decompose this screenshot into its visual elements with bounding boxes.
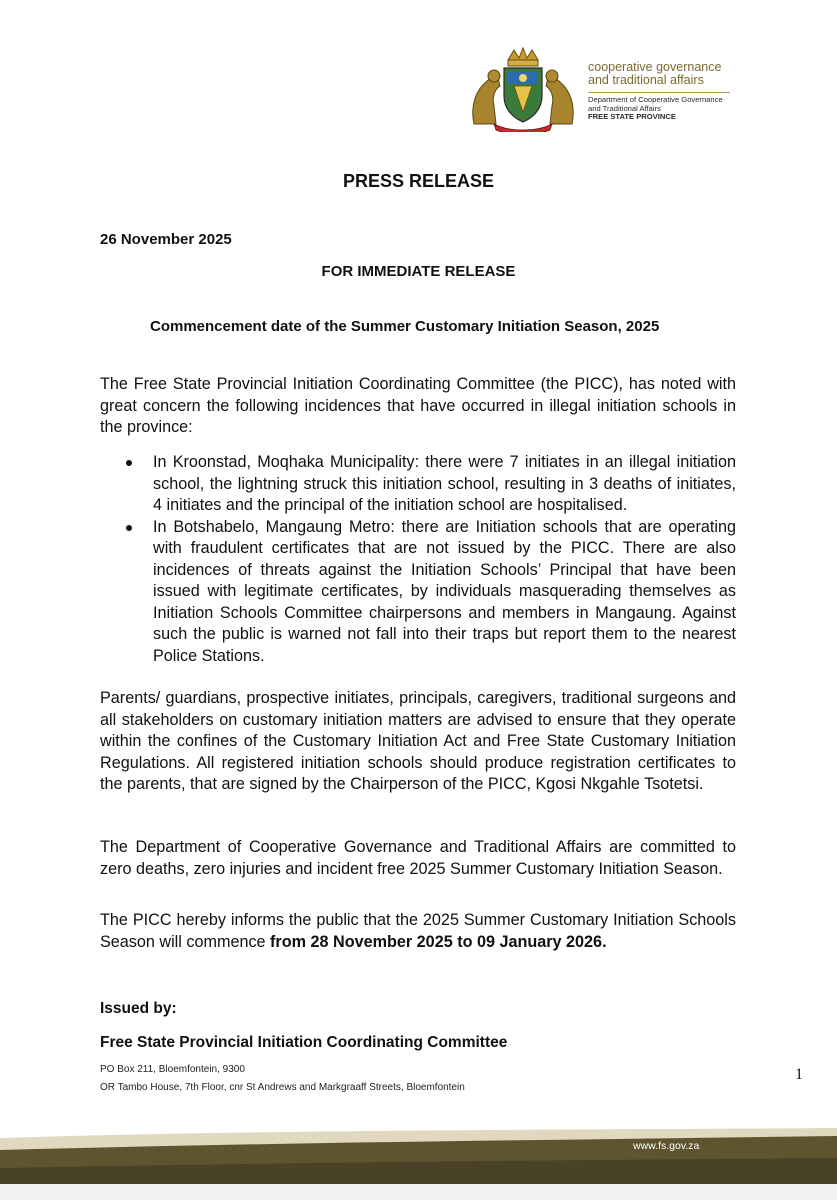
list-item [126,452,736,517]
document-title: PRESS RELEASE [342,171,495,191]
organisation-name [588,61,721,87]
release-date: 26 November 2025 [100,231,232,248]
list-item [126,517,736,668]
season-dates: from 28 November 2025 to 09 January 2026. [270,932,607,951]
department-name [588,96,723,122]
season-lead-text: The PICC hereby informs the public that the 2025 Summer Customary Initiation Schools Season will commence [100,911,736,951]
incident-botshabelo: In Botshabelo, Mangaung Metro: there are Initiation schools that are operating with fraudulent certificates that are not issued by the PICC. There are also incidences of threats against the Initiation Schools’ Principal that have been issued with legitimate certificates, by individuals masquerading themselves as Initiation Schools Committee chairpersons and members in Mangaung. Against such the public is warned not fall into their traps but report them to the nearest Police Stations. [153,517,736,665]
parents-paragraph: Parents/ guardians, prospective initiates, principals, caregivers, traditional surgeons and all stakeholders on customary initiation matters are advised to ensure that they operate within the confines of the Customary Initiation Act and Free State Customary Initiation Regulations. All registered initiation schools should produce registration certificates to the parents, that are signed by the Chairperson of the PICC, Kgosi Nkgahle Tsotetsi. [100,689,736,793]
bottom-strip [0,1184,837,1200]
street-address: OR Tambo House, 7th Floor, cnr St Andrews and Markgraaff Streets, Bloemfontein [100,1082,465,1093]
coat-of-arms-icon [464,46,582,132]
org-line-1: cooperative governance [588,60,722,74]
release-type: FOR IMMEDIATE RELEASE [321,263,516,280]
incident-kroonstad: In Kroonstad, Moqhaka Municipality: there were 7 initiates in an illegal initiation school, the lightning struck this initiation school, resulting in 3 deaths of initiates, 4 initiates and the principal of the initiation school are hospitalised. [153,453,736,514]
issuer-name: Free State Provincial Initiation Coordinating Committee [100,1034,508,1051]
department-paragraph: The Department of Cooperative Governance and Traditional Affairs are committed to zero deaths, zero injuries and incident free 2025 Summer Customary Initiation Season. [100,838,736,878]
postal-address: PO Box 211, Bloemfontein, 9300 [100,1064,245,1075]
org-line-2: and traditional affairs [588,73,704,87]
bullet-icon [126,525,132,531]
season-paragraph [100,910,736,953]
bullet-icon [126,460,132,466]
dept-line-2: and Traditional Affairs [588,103,661,113]
header-divider [588,92,730,93]
intro-paragraph: The Free State Provincial Initiation Coordinating Committee (the PICC), has noted with great concern the following incidences that have occurred in illegal initiation schools in the province: [100,375,736,436]
release-subject: Commencement date of the Summer Customary Initiation Season, 2025 [150,318,660,335]
footer-band [0,1128,837,1184]
footer-website[interactable]: www.fs.gov.za [633,1140,700,1152]
incident-list [126,452,736,667]
page-number: 1 [795,1066,803,1083]
province-name: FREE STATE PROVINCE [588,112,676,122]
issued-by-label: Issued by: [100,1000,177,1017]
dept-line-1: Department of Cooperative Governance [588,95,723,104]
